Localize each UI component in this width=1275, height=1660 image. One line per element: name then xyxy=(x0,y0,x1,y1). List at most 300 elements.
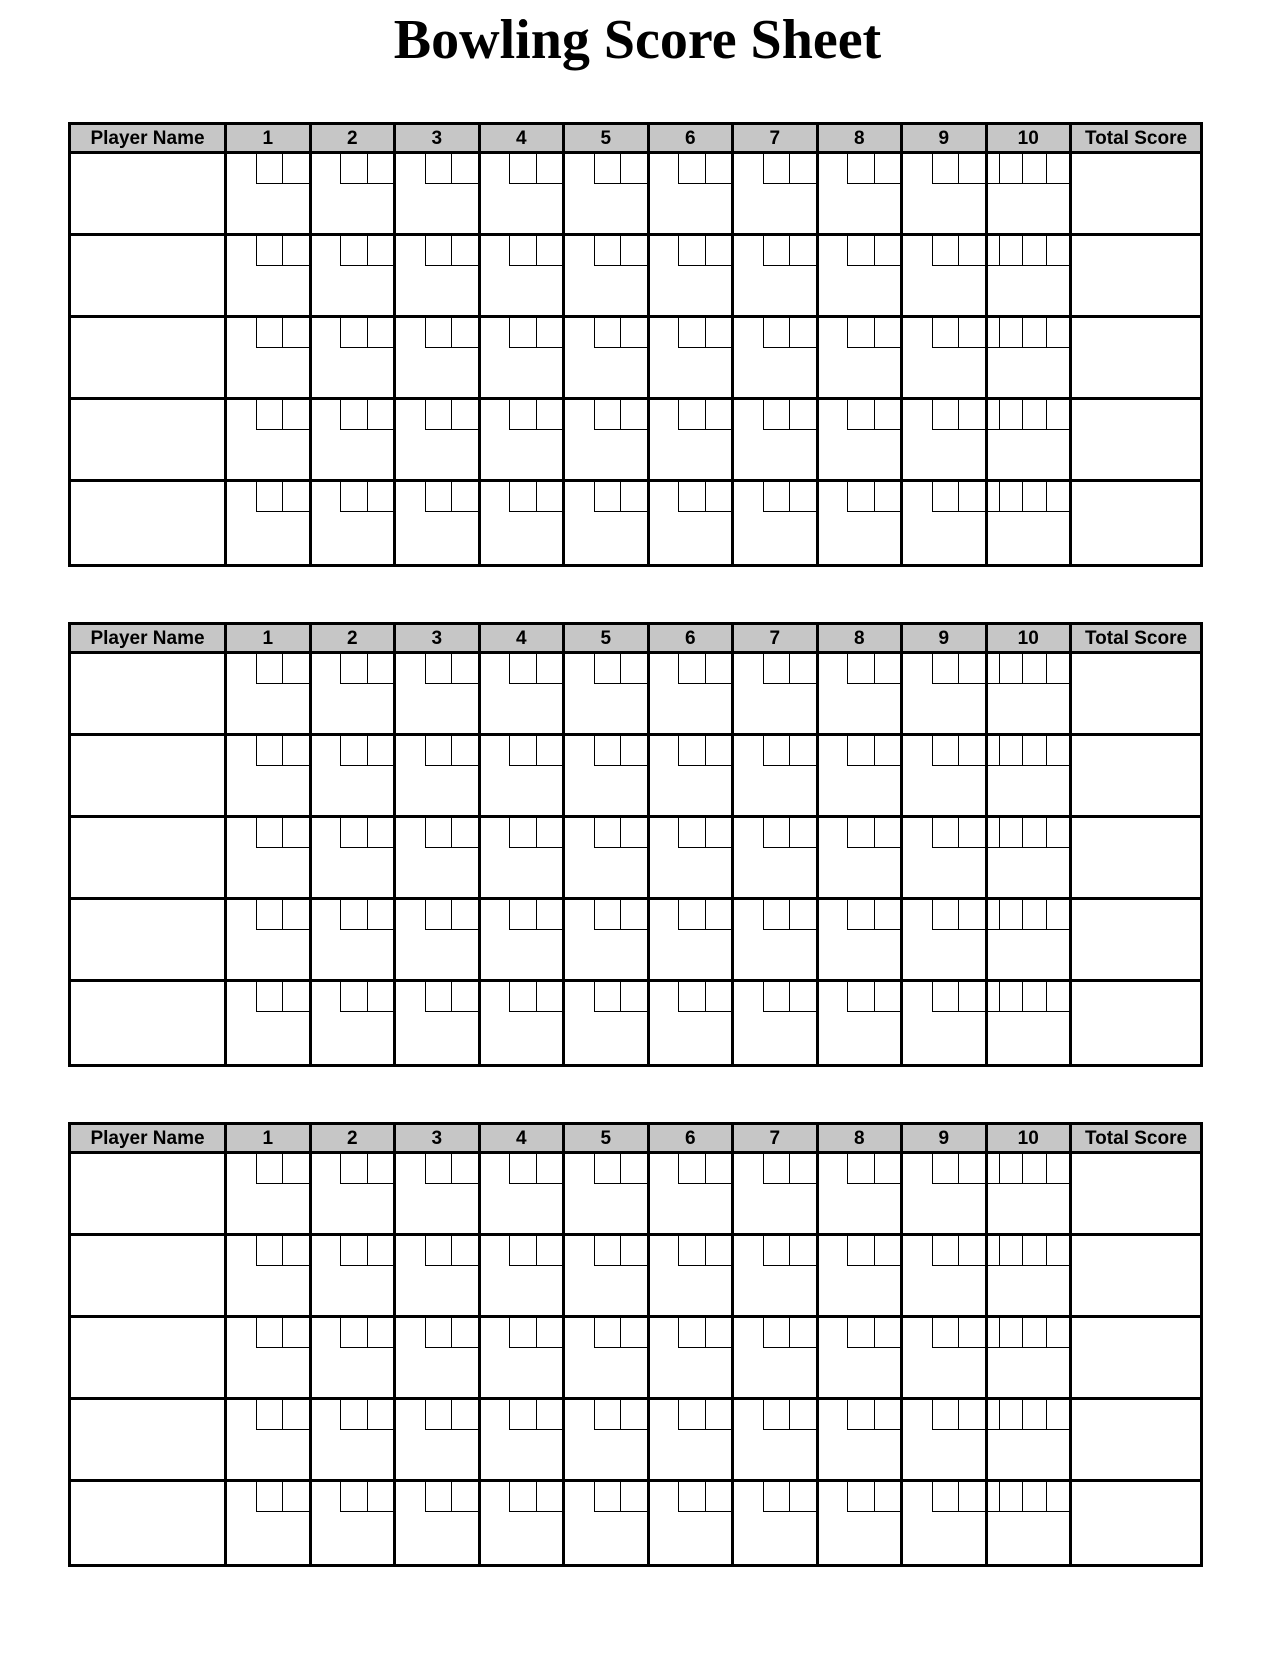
throw-box-1[interactable] xyxy=(999,1236,1023,1265)
throw-box-2[interactable] xyxy=(451,482,478,512)
throw-box-2[interactable] xyxy=(874,1482,901,1512)
throw-box-2[interactable] xyxy=(789,982,816,1012)
frame-cell-10[interactable] xyxy=(988,236,1073,318)
frame-cell-8[interactable] xyxy=(819,154,904,236)
throw-box-1[interactable] xyxy=(678,1400,705,1430)
frame-cell-9[interactable] xyxy=(903,982,988,1064)
throw-box-1[interactable] xyxy=(678,1236,705,1266)
throw-box-3[interactable] xyxy=(1046,400,1070,429)
throw-box-2[interactable] xyxy=(367,1236,394,1266)
throw-box-1[interactable] xyxy=(847,236,874,266)
throw-box-1[interactable] xyxy=(763,654,790,684)
frame-cell-10[interactable] xyxy=(988,1482,1073,1564)
frame-cell-4[interactable] xyxy=(481,1236,566,1318)
frame-cell-10[interactable] xyxy=(988,982,1073,1064)
throw-box-2[interactable] xyxy=(705,1400,732,1430)
frame-cell-9[interactable] xyxy=(903,654,988,736)
throw-box-2[interactable] xyxy=(1022,654,1046,683)
throw-box-1[interactable] xyxy=(340,736,367,766)
frame-cell-1[interactable] xyxy=(227,318,312,400)
throw-box-2[interactable] xyxy=(620,1400,647,1430)
total-score-cell[interactable] xyxy=(1072,236,1200,318)
frame-cell-6[interactable] xyxy=(650,318,735,400)
throw-box-1[interactable] xyxy=(847,1400,874,1430)
frame-cell-3[interactable] xyxy=(396,1400,481,1482)
throw-box-1[interactable] xyxy=(763,1236,790,1266)
throw-box-2[interactable] xyxy=(874,736,901,766)
throw-box-1[interactable] xyxy=(763,736,790,766)
throw-box-2[interactable] xyxy=(451,1154,478,1184)
throw-box-2[interactable] xyxy=(789,900,816,930)
throw-box-2[interactable] xyxy=(620,400,647,430)
throw-box-2[interactable] xyxy=(282,1154,309,1184)
throw-box-1[interactable] xyxy=(932,236,959,266)
throw-box-2[interactable] xyxy=(874,318,901,348)
player-name-cell[interactable] xyxy=(71,818,227,900)
frame-cell-9[interactable] xyxy=(903,236,988,318)
frame-cell-3[interactable] xyxy=(396,1482,481,1564)
throw-box-2[interactable] xyxy=(282,982,309,1012)
throw-box-2[interactable] xyxy=(620,236,647,266)
throw-box-2[interactable] xyxy=(958,1318,985,1348)
throw-box-1[interactable] xyxy=(425,900,452,930)
throw-box-2[interactable] xyxy=(874,1400,901,1430)
throw-box-2[interactable] xyxy=(451,654,478,684)
throw-box-1[interactable] xyxy=(999,654,1023,683)
throw-box-1[interactable] xyxy=(678,482,705,512)
throw-box-1[interactable] xyxy=(999,900,1023,929)
throw-box-1[interactable] xyxy=(847,736,874,766)
throw-box-1[interactable] xyxy=(425,982,452,1012)
frame-cell-10[interactable] xyxy=(988,736,1073,818)
frame-cell-4[interactable] xyxy=(481,236,566,318)
throw-box-1[interactable] xyxy=(999,482,1023,511)
frame-cell-6[interactable] xyxy=(650,1236,735,1318)
frame-cell-9[interactable] xyxy=(903,900,988,982)
throw-box-1[interactable] xyxy=(425,400,452,430)
total-score-cell[interactable] xyxy=(1072,318,1200,400)
frame-cell-1[interactable] xyxy=(227,736,312,818)
throw-box-1[interactable] xyxy=(763,982,790,1012)
throw-box-1[interactable] xyxy=(678,154,705,184)
throw-box-2[interactable] xyxy=(282,318,309,348)
throw-box-1[interactable] xyxy=(763,154,790,184)
throw-box-2[interactable] xyxy=(282,236,309,266)
throw-box-2[interactable] xyxy=(1022,900,1046,929)
throw-box-1[interactable] xyxy=(678,400,705,430)
throw-box-1[interactable] xyxy=(509,236,536,266)
frame-cell-6[interactable] xyxy=(650,1482,735,1564)
throw-box-1[interactable] xyxy=(509,818,536,848)
throw-box-2[interactable] xyxy=(1022,318,1046,347)
throw-box-2[interactable] xyxy=(958,1154,985,1184)
throw-box-2[interactable] xyxy=(367,900,394,930)
throw-box-1[interactable] xyxy=(678,818,705,848)
frame-cell-3[interactable] xyxy=(396,482,481,564)
throw-box-2[interactable] xyxy=(620,654,647,684)
frame-cell-10[interactable] xyxy=(988,154,1073,236)
throw-box-3[interactable] xyxy=(1046,1154,1070,1183)
frame-cell-7[interactable] xyxy=(734,818,819,900)
frame-cell-8[interactable] xyxy=(819,236,904,318)
frame-cell-3[interactable] xyxy=(396,1154,481,1236)
player-name-cell[interactable] xyxy=(71,1236,227,1318)
frame-cell-3[interactable] xyxy=(396,236,481,318)
throw-box-2[interactable] xyxy=(958,482,985,512)
frame-cell-7[interactable] xyxy=(734,1236,819,1318)
throw-box-1[interactable] xyxy=(678,736,705,766)
throw-box-2[interactable] xyxy=(958,1400,985,1430)
throw-box-2[interactable] xyxy=(874,818,901,848)
frame-cell-3[interactable] xyxy=(396,900,481,982)
frame-cell-4[interactable] xyxy=(481,982,566,1064)
frame-cell-7[interactable] xyxy=(734,900,819,982)
frame-cell-4[interactable] xyxy=(481,154,566,236)
frame-cell-4[interactable] xyxy=(481,1482,566,1564)
frame-cell-2[interactable] xyxy=(312,1482,397,1564)
throw-box-2[interactable] xyxy=(536,1318,563,1348)
player-name-cell[interactable] xyxy=(71,1482,227,1564)
throw-box-2[interactable] xyxy=(451,1482,478,1512)
throw-box-1[interactable] xyxy=(763,1154,790,1184)
throw-box-1[interactable] xyxy=(932,1236,959,1266)
throw-box-2[interactable] xyxy=(958,400,985,430)
throw-box-1[interactable] xyxy=(425,318,452,348)
player-name-cell[interactable] xyxy=(71,318,227,400)
total-score-cell[interactable] xyxy=(1072,482,1200,564)
frame-cell-7[interactable] xyxy=(734,1318,819,1400)
throw-box-1[interactable] xyxy=(425,654,452,684)
throw-box-2[interactable] xyxy=(789,736,816,766)
frame-cell-8[interactable] xyxy=(819,654,904,736)
throw-box-2[interactable] xyxy=(705,1236,732,1266)
throw-box-2[interactable] xyxy=(789,154,816,184)
frame-cell-10[interactable] xyxy=(988,1236,1073,1318)
total-score-cell[interactable] xyxy=(1072,1236,1200,1318)
throw-box-2[interactable] xyxy=(620,736,647,766)
frame-cell-1[interactable] xyxy=(227,1482,312,1564)
frame-cell-5[interactable] xyxy=(565,154,650,236)
throw-box-1[interactable] xyxy=(999,1154,1023,1183)
throw-box-1[interactable] xyxy=(763,900,790,930)
throw-box-2[interactable] xyxy=(958,818,985,848)
throw-box-1[interactable] xyxy=(509,900,536,930)
throw-box-2[interactable] xyxy=(282,900,309,930)
throw-box-1[interactable] xyxy=(509,1482,536,1512)
throw-box-2[interactable] xyxy=(874,482,901,512)
throw-box-2[interactable] xyxy=(536,736,563,766)
throw-box-1[interactable] xyxy=(999,982,1023,1011)
frame-cell-1[interactable] xyxy=(227,1154,312,1236)
frame-cell-10[interactable] xyxy=(988,654,1073,736)
throw-box-1[interactable] xyxy=(763,482,790,512)
player-name-cell[interactable] xyxy=(71,400,227,482)
throw-box-1[interactable] xyxy=(340,154,367,184)
throw-box-2[interactable] xyxy=(620,318,647,348)
frame-cell-3[interactable] xyxy=(396,318,481,400)
throw-box-1[interactable] xyxy=(847,1236,874,1266)
throw-box-1[interactable] xyxy=(594,154,621,184)
throw-box-1[interactable] xyxy=(847,900,874,930)
frame-cell-3[interactable] xyxy=(396,1318,481,1400)
throw-box-1[interactable] xyxy=(678,1318,705,1348)
throw-box-2[interactable] xyxy=(367,1154,394,1184)
frame-cell-2[interactable] xyxy=(312,982,397,1064)
throw-box-2[interactable] xyxy=(958,736,985,766)
frame-cell-10[interactable] xyxy=(988,318,1073,400)
throw-box-1[interactable] xyxy=(425,818,452,848)
throw-box-1[interactable] xyxy=(340,1400,367,1430)
throw-box-1[interactable] xyxy=(509,1400,536,1430)
frame-cell-2[interactable] xyxy=(312,1318,397,1400)
throw-box-2[interactable] xyxy=(282,1318,309,1348)
throw-box-2[interactable] xyxy=(874,236,901,266)
throw-box-2[interactable] xyxy=(536,1154,563,1184)
throw-box-2[interactable] xyxy=(536,154,563,184)
frame-cell-8[interactable] xyxy=(819,900,904,982)
throw-box-2[interactable] xyxy=(451,736,478,766)
throw-box-2[interactable] xyxy=(1022,482,1046,511)
throw-box-1[interactable] xyxy=(256,900,283,930)
throw-box-3[interactable] xyxy=(1046,1400,1070,1429)
throw-box-2[interactable] xyxy=(536,318,563,348)
throw-box-2[interactable] xyxy=(705,900,732,930)
throw-box-2[interactable] xyxy=(451,154,478,184)
frame-cell-2[interactable] xyxy=(312,1154,397,1236)
frame-cell-6[interactable] xyxy=(650,1154,735,1236)
frame-cell-5[interactable] xyxy=(565,482,650,564)
throw-box-2[interactable] xyxy=(874,400,901,430)
frame-cell-10[interactable] xyxy=(988,1318,1073,1400)
throw-box-2[interactable] xyxy=(1022,1400,1046,1429)
throw-box-3[interactable] xyxy=(1046,318,1070,347)
throw-box-2[interactable] xyxy=(620,1154,647,1184)
throw-box-2[interactable] xyxy=(874,654,901,684)
throw-box-2[interactable] xyxy=(705,736,732,766)
throw-box-1[interactable] xyxy=(256,1154,283,1184)
throw-box-1[interactable] xyxy=(509,736,536,766)
throw-box-1[interactable] xyxy=(340,1482,367,1512)
throw-box-1[interactable] xyxy=(763,1400,790,1430)
throw-box-1[interactable] xyxy=(932,982,959,1012)
frame-cell-9[interactable] xyxy=(903,818,988,900)
throw-box-2[interactable] xyxy=(282,818,309,848)
throw-box-3[interactable] xyxy=(1046,654,1070,683)
frame-cell-5[interactable] xyxy=(565,318,650,400)
throw-box-1[interactable] xyxy=(256,400,283,430)
throw-box-1[interactable] xyxy=(847,1318,874,1348)
frame-cell-10[interactable] xyxy=(988,818,1073,900)
throw-box-1[interactable] xyxy=(425,154,452,184)
frame-cell-4[interactable] xyxy=(481,1400,566,1482)
throw-box-1[interactable] xyxy=(999,1400,1023,1429)
frame-cell-4[interactable] xyxy=(481,736,566,818)
frame-cell-4[interactable] xyxy=(481,482,566,564)
throw-box-1[interactable] xyxy=(763,318,790,348)
frame-cell-5[interactable] xyxy=(565,900,650,982)
frame-cell-8[interactable] xyxy=(819,1400,904,1482)
frame-cell-8[interactable] xyxy=(819,400,904,482)
throw-box-2[interactable] xyxy=(367,318,394,348)
throw-box-1[interactable] xyxy=(256,736,283,766)
throw-box-2[interactable] xyxy=(451,236,478,266)
throw-box-1[interactable] xyxy=(425,482,452,512)
throw-box-1[interactable] xyxy=(425,236,452,266)
total-score-cell[interactable] xyxy=(1072,982,1200,1064)
throw-box-2[interactable] xyxy=(282,1400,309,1430)
frame-cell-8[interactable] xyxy=(819,1318,904,1400)
frame-cell-1[interactable] xyxy=(227,482,312,564)
throw-box-1[interactable] xyxy=(763,1482,790,1512)
throw-box-1[interactable] xyxy=(256,154,283,184)
frame-cell-5[interactable] xyxy=(565,1400,650,1482)
throw-box-1[interactable] xyxy=(256,1482,283,1512)
throw-box-1[interactable] xyxy=(509,154,536,184)
throw-box-1[interactable] xyxy=(340,982,367,1012)
throw-box-1[interactable] xyxy=(509,400,536,430)
throw-box-2[interactable] xyxy=(536,654,563,684)
throw-box-1[interactable] xyxy=(999,236,1023,265)
throw-box-1[interactable] xyxy=(932,400,959,430)
frame-cell-7[interactable] xyxy=(734,236,819,318)
throw-box-1[interactable] xyxy=(340,900,367,930)
throw-box-1[interactable] xyxy=(594,818,621,848)
total-score-cell[interactable] xyxy=(1072,154,1200,236)
frame-cell-9[interactable] xyxy=(903,154,988,236)
throw-box-1[interactable] xyxy=(999,318,1023,347)
throw-box-2[interactable] xyxy=(367,400,394,430)
frame-cell-7[interactable] xyxy=(734,400,819,482)
total-score-cell[interactable] xyxy=(1072,818,1200,900)
throw-box-2[interactable] xyxy=(705,1154,732,1184)
frame-cell-8[interactable] xyxy=(819,818,904,900)
throw-box-1[interactable] xyxy=(594,1482,621,1512)
throw-box-1[interactable] xyxy=(763,400,790,430)
frame-cell-5[interactable] xyxy=(565,236,650,318)
throw-box-2[interactable] xyxy=(536,236,563,266)
frame-cell-9[interactable] xyxy=(903,318,988,400)
frame-cell-6[interactable] xyxy=(650,654,735,736)
frame-cell-9[interactable] xyxy=(903,482,988,564)
frame-cell-7[interactable] xyxy=(734,1154,819,1236)
frame-cell-4[interactable] xyxy=(481,400,566,482)
frame-cell-6[interactable] xyxy=(650,900,735,982)
throw-box-1[interactable] xyxy=(847,982,874,1012)
frame-cell-4[interactable] xyxy=(481,654,566,736)
frame-cell-3[interactable] xyxy=(396,818,481,900)
frame-cell-4[interactable] xyxy=(481,1318,566,1400)
frame-cell-6[interactable] xyxy=(650,400,735,482)
frame-cell-2[interactable] xyxy=(312,1400,397,1482)
throw-box-1[interactable] xyxy=(509,482,536,512)
throw-box-1[interactable] xyxy=(932,900,959,930)
throw-box-2[interactable] xyxy=(874,900,901,930)
throw-box-2[interactable] xyxy=(789,818,816,848)
throw-box-2[interactable] xyxy=(451,1400,478,1430)
frame-cell-6[interactable] xyxy=(650,154,735,236)
throw-box-1[interactable] xyxy=(763,236,790,266)
throw-box-3[interactable] xyxy=(1046,1482,1070,1511)
throw-box-2[interactable] xyxy=(451,982,478,1012)
player-name-cell[interactable] xyxy=(71,1318,227,1400)
frame-cell-6[interactable] xyxy=(650,1400,735,1482)
throw-box-1[interactable] xyxy=(594,1154,621,1184)
throw-box-1[interactable] xyxy=(509,318,536,348)
throw-box-2[interactable] xyxy=(1022,736,1046,765)
throw-box-2[interactable] xyxy=(536,900,563,930)
throw-box-1[interactable] xyxy=(340,482,367,512)
throw-box-1[interactable] xyxy=(256,818,283,848)
player-name-cell[interactable] xyxy=(71,1400,227,1482)
throw-box-1[interactable] xyxy=(999,818,1023,847)
throw-box-2[interactable] xyxy=(874,1318,901,1348)
throw-box-1[interactable] xyxy=(256,482,283,512)
throw-box-1[interactable] xyxy=(847,1154,874,1184)
player-name-cell[interactable] xyxy=(71,654,227,736)
throw-box-2[interactable] xyxy=(1022,982,1046,1011)
player-name-cell[interactable] xyxy=(71,154,227,236)
total-score-cell[interactable] xyxy=(1072,400,1200,482)
frame-cell-4[interactable] xyxy=(481,900,566,982)
throw-box-2[interactable] xyxy=(367,1400,394,1430)
throw-box-3[interactable] xyxy=(1046,982,1070,1011)
frame-cell-1[interactable] xyxy=(227,400,312,482)
throw-box-1[interactable] xyxy=(763,1318,790,1348)
throw-box-2[interactable] xyxy=(367,236,394,266)
frame-cell-1[interactable] xyxy=(227,154,312,236)
throw-box-2[interactable] xyxy=(282,736,309,766)
frame-cell-1[interactable] xyxy=(227,654,312,736)
total-score-cell[interactable] xyxy=(1072,1482,1200,1564)
frame-cell-2[interactable] xyxy=(312,400,397,482)
frame-cell-6[interactable] xyxy=(650,818,735,900)
frame-cell-7[interactable] xyxy=(734,482,819,564)
frame-cell-3[interactable] xyxy=(396,154,481,236)
throw-box-1[interactable] xyxy=(594,400,621,430)
frame-cell-3[interactable] xyxy=(396,400,481,482)
frame-cell-5[interactable] xyxy=(565,1482,650,1564)
frame-cell-8[interactable] xyxy=(819,482,904,564)
frame-cell-7[interactable] xyxy=(734,318,819,400)
throw-box-2[interactable] xyxy=(1022,154,1046,183)
throw-box-3[interactable] xyxy=(1046,736,1070,765)
total-score-cell[interactable] xyxy=(1072,654,1200,736)
throw-box-1[interactable] xyxy=(256,1400,283,1430)
throw-box-2[interactable] xyxy=(1022,1482,1046,1511)
throw-box-2[interactable] xyxy=(874,1236,901,1266)
throw-box-1[interactable] xyxy=(678,1154,705,1184)
throw-box-1[interactable] xyxy=(594,654,621,684)
throw-box-2[interactable] xyxy=(958,1482,985,1512)
throw-box-2[interactable] xyxy=(282,1236,309,1266)
throw-box-2[interactable] xyxy=(536,482,563,512)
frame-cell-3[interactable] xyxy=(396,736,481,818)
throw-box-2[interactable] xyxy=(958,654,985,684)
throw-box-1[interactable] xyxy=(932,654,959,684)
frame-cell-1[interactable] xyxy=(227,1236,312,1318)
throw-box-2[interactable] xyxy=(367,1318,394,1348)
frame-cell-7[interactable] xyxy=(734,1482,819,1564)
throw-box-2[interactable] xyxy=(451,1318,478,1348)
frame-cell-4[interactable] xyxy=(481,1154,566,1236)
throw-box-2[interactable] xyxy=(789,1154,816,1184)
throw-box-1[interactable] xyxy=(256,236,283,266)
throw-box-1[interactable] xyxy=(594,236,621,266)
frame-cell-2[interactable] xyxy=(312,318,397,400)
throw-box-2[interactable] xyxy=(282,154,309,184)
frame-cell-9[interactable] xyxy=(903,400,988,482)
frame-cell-10[interactable] xyxy=(988,482,1073,564)
